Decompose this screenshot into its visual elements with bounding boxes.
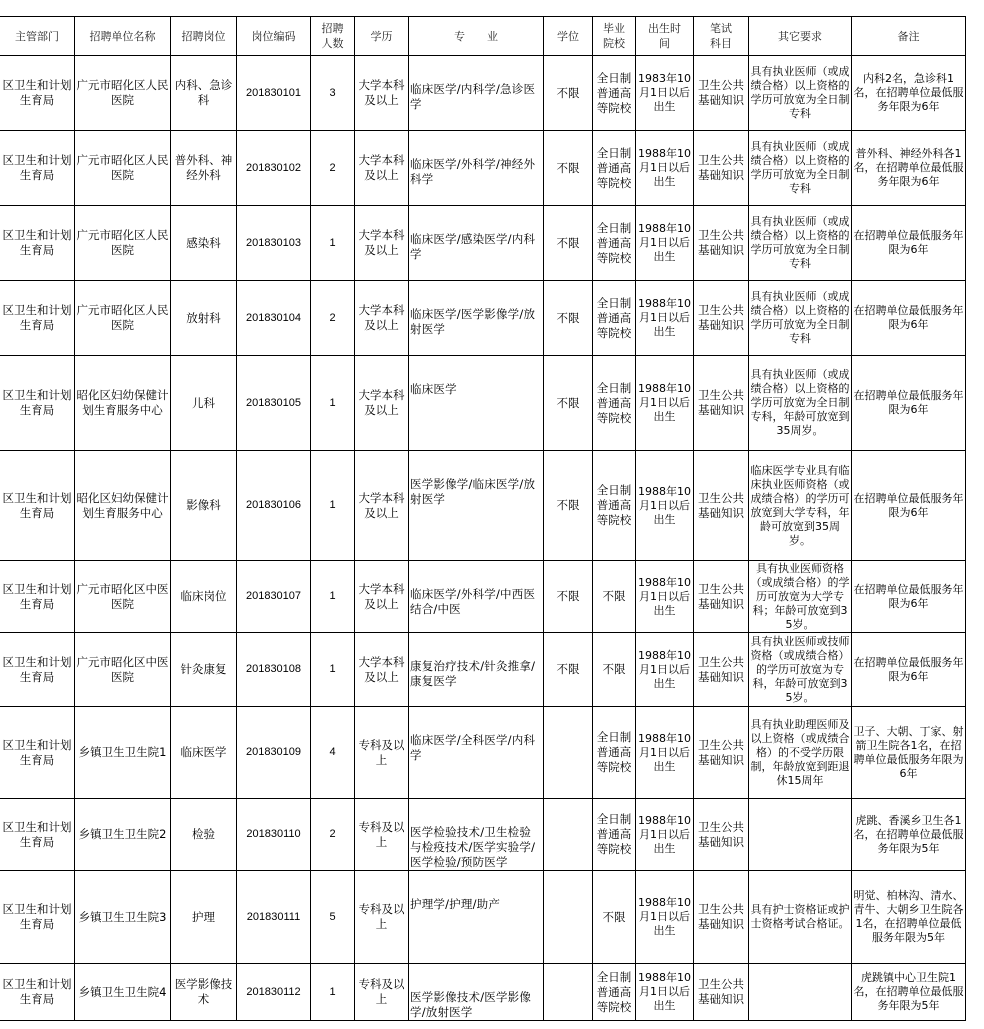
- cell-count: 1: [311, 561, 355, 633]
- cell-dept: 区卫生和计划生育局: [0, 356, 75, 451]
- cell-other: 具有执业医师（或成绩合格）以上资格的学历可放宽为全日制专科: [749, 131, 852, 206]
- cell-exam: 卫生公共基础知识: [694, 799, 749, 871]
- cell-school: 全日制普通高等院校: [593, 206, 636, 281]
- cell-code: 201830102: [237, 131, 311, 206]
- cell-school: 全日制普通高等院校: [593, 131, 636, 206]
- table-row: [0, 633, 966, 707]
- cell-major: 临床医学: [409, 356, 544, 451]
- cell-code: 201830101: [237, 56, 311, 131]
- cell-school: 全日制普通高等院校: [593, 281, 636, 356]
- cell-degree: [544, 799, 593, 871]
- table-row: [0, 206, 966, 281]
- cell-other: 具有执业医师（或成绩合格）以上资格的学历可放宽为全日制专科: [749, 206, 852, 281]
- cell-note: 虎跳镇中心卫生院1名，在招聘单位最低服务年限为5年: [852, 964, 966, 1021]
- cell-note: 在招聘单位最低服务年限为6年: [852, 281, 966, 356]
- cell-degree: 不限: [544, 561, 593, 633]
- cell-code: 201830108: [237, 633, 311, 707]
- cell-dept: 区卫生和计划生育局: [0, 451, 75, 561]
- cell-dept: 区卫生和计划生育局: [0, 56, 75, 131]
- cell-birth: 1988年10月1日以后出生: [636, 871, 694, 964]
- cell-code: 201830105: [237, 356, 311, 451]
- cell-code: 201830111: [237, 871, 311, 964]
- cell-degree: 不限: [544, 206, 593, 281]
- cell-exam: 卫生公共基础知识: [694, 206, 749, 281]
- cell-count: 2: [311, 281, 355, 356]
- cell-post: 医学影像技术: [171, 964, 237, 1021]
- header-major: 专 业: [409, 17, 544, 56]
- cell-edu: 大学本科及以上: [355, 356, 409, 451]
- cell-unit: 广元市昭化区中医医院: [75, 561, 171, 633]
- cell-code: 201830112: [237, 964, 311, 1021]
- cell-birth: 1983年10月1日以后出生: [636, 56, 694, 131]
- cell-birth: 1988年10月1日以后出生: [636, 561, 694, 633]
- header-note: 备注: [852, 17, 966, 56]
- recruitment-table: [0, 16, 966, 1021]
- cell-count: 5: [311, 871, 355, 964]
- cell-school: 全日制普通高等院校: [593, 799, 636, 871]
- cell-unit: 乡镇卫生卫生院2: [75, 799, 171, 871]
- cell-edu: 专科及以上: [355, 707, 409, 799]
- header-post: 招聘岗位: [171, 17, 237, 56]
- cell-post: 临床医学: [171, 707, 237, 799]
- cell-school: 不限: [593, 561, 636, 633]
- cell-edu: 大学本科及以上: [355, 206, 409, 281]
- cell-degree: [544, 707, 593, 799]
- cell-note: 在招聘单位最低服务年限为6年: [852, 356, 966, 451]
- header-school: 毕业院校: [593, 17, 636, 56]
- cell-note: 普外科、神经外科各1名，在招聘单位最低服务年限为6年: [852, 131, 966, 206]
- cell-unit: 广元市昭化区中医医院: [75, 633, 171, 707]
- table-row: [0, 131, 966, 206]
- cell-school: 全日制普通高等院校: [593, 707, 636, 799]
- cell-degree: 不限: [544, 633, 593, 707]
- cell-degree: [544, 964, 593, 1021]
- cell-degree: 不限: [544, 356, 593, 451]
- cell-dept: 区卫生和计划生育局: [0, 561, 75, 633]
- cell-dept: 区卫生和计划生育局: [0, 707, 75, 799]
- cell-edu: 专科及以上: [355, 799, 409, 871]
- cell-major: 临床医学/外科学/中西医结合/中医: [409, 561, 544, 633]
- table-row: [0, 356, 966, 451]
- cell-count: 1: [311, 356, 355, 451]
- cell-edu: 大学本科及以上: [355, 451, 409, 561]
- cell-note: 在招聘单位最低服务年限为6年: [852, 561, 966, 633]
- cell-birth: 1988年10月1日以后出生: [636, 206, 694, 281]
- cell-note: 在招聘单位最低服务年限为6年: [852, 451, 966, 561]
- cell-other: [749, 799, 852, 871]
- cell-dept: 区卫生和计划生育局: [0, 206, 75, 281]
- cell-exam: 卫生公共基础知识: [694, 131, 749, 206]
- cell-post: 内科、急诊科: [171, 56, 237, 131]
- cell-other: 具有护士资格证或护士资格考试合格证。: [749, 871, 852, 964]
- cell-count: 2: [311, 131, 355, 206]
- cell-major: 临床医学/内科学/急诊医学: [409, 56, 544, 131]
- cell-school: 全日制普通高等院校: [593, 356, 636, 451]
- cell-post: 放射科: [171, 281, 237, 356]
- cell-note: 明觉、柏林沟、清水、青牛、大朝乡卫生院各1名，在招聘单位最低服务年限为5年: [852, 871, 966, 964]
- cell-major: 临床医学/外科学/神经外科学: [409, 131, 544, 206]
- cell-degree: 不限: [544, 131, 593, 206]
- cell-dept: 区卫生和计划生育局: [0, 633, 75, 707]
- cell-code: 201830103: [237, 206, 311, 281]
- cell-dept: 区卫生和计划生育局: [0, 964, 75, 1021]
- header-unit: 招聘单位名称: [75, 17, 171, 56]
- cell-exam: 卫生公共基础知识: [694, 964, 749, 1021]
- cell-code: 201830106: [237, 451, 311, 561]
- cell-unit: 乡镇卫生卫生院1: [75, 707, 171, 799]
- cell-post: 影像科: [171, 451, 237, 561]
- cell-other: 具有执业助理医师及以上资格（或成绩合格）的不受学历限制，年龄放宽到距退休15周年: [749, 707, 852, 799]
- cell-exam: 卫生公共基础知识: [694, 871, 749, 964]
- header-edu: 学历: [355, 17, 409, 56]
- table-row: [0, 871, 966, 964]
- header-row: [0, 17, 966, 56]
- cell-degree: 不限: [544, 56, 593, 131]
- cell-other: 临床医学专业具有临床执业医师资格（或成绩合格）的学历可放宽到大学专科，年龄可放宽到35周岁。: [749, 451, 852, 561]
- table-row: [0, 707, 966, 799]
- cell-code: 201830110: [237, 799, 311, 871]
- cell-post: 普外科、神经外科: [171, 131, 237, 206]
- cell-degree: 不限: [544, 281, 593, 356]
- cell-count: 4: [311, 707, 355, 799]
- cell-birth: 1988年10月1日以后出生: [636, 799, 694, 871]
- cell-unit: 乡镇卫生卫生院3: [75, 871, 171, 964]
- cell-other: 具有执业医师资格（或成绩合格）的学历可放宽为大学专科；年龄可放宽到35岁。: [750, 561, 850, 631]
- cell-major: 临床医学/医学影像学/放射医学: [409, 281, 544, 356]
- cell-exam: 卫生公共基础知识: [694, 356, 749, 451]
- cell-major: 医学影像学/临床医学/放射医学: [409, 451, 544, 561]
- cell-birth: 1988年10月1日以后出生: [636, 964, 694, 1021]
- header-other: 其它要求: [749, 17, 852, 56]
- cell-count: 1: [311, 451, 355, 561]
- cell-birth: 1988年10月1日以后出生: [636, 633, 694, 707]
- cell-major: 医学影像技术/医学影像学/放射医学: [409, 964, 544, 1021]
- cell-other: 具有执业医师（或成绩合格）以上资格的学历可放宽为全日制专科: [749, 56, 852, 131]
- cell-other: 具有执业医师（或成绩合格）以上资格的学历可放宽为全日制专科，年龄可放宽到35周岁。: [749, 356, 852, 451]
- cell-birth: 1988年10月1日以后出生: [636, 281, 694, 356]
- cell-dept: 区卫生和计划生育局: [0, 281, 75, 356]
- cell-major: 临床医学/感染医学/内科学: [409, 206, 544, 281]
- cell-major: 康复治疗技术/针灸推拿/康复医学: [409, 633, 544, 707]
- cell-unit: 广元市昭化区人民医院: [75, 206, 171, 281]
- cell-post: 儿科: [171, 356, 237, 451]
- cell-code: 201830104: [237, 281, 311, 356]
- cell-edu: 大学本科及以上: [355, 633, 409, 707]
- cell-school: 不限: [593, 633, 636, 707]
- cell-count: 1: [311, 206, 355, 281]
- cell-school: 全日制普通高等院校: [593, 964, 636, 1021]
- cell-major: 护理学/护理/助产: [409, 871, 544, 964]
- cell-major: 医学检验技术/卫生检验与检疫技术/医学实验学/医学检验/预防医学: [409, 799, 544, 871]
- header-birth: 出生时间: [636, 17, 694, 56]
- table-row: [0, 561, 966, 633]
- cell-other: 具有执业医师（或成绩合格）以上资格的学历可放宽为全日制专科: [749, 281, 852, 356]
- cell-unit: 广元市昭化区人民医院: [75, 131, 171, 206]
- cell-post: 临床岗位: [171, 561, 237, 633]
- cell-note: 内科2名，急诊科1名，在招聘单位最低服务年限为6年: [852, 56, 966, 131]
- cell-note: 在招聘单位最低服务年限为6年: [852, 206, 966, 281]
- table-row: [0, 451, 966, 561]
- cell-edu: 专科及以上: [355, 964, 409, 1021]
- cell-school: 全日制普通高等院校: [593, 56, 636, 131]
- header-dept: 主管部门: [0, 17, 75, 56]
- cell-major: 临床医学/全科医学/内科学: [409, 707, 544, 799]
- cell-other: [749, 964, 852, 1021]
- cell-birth: 1988年10月1日以后出生: [636, 707, 694, 799]
- cell-dept: 区卫生和计划生育局: [0, 871, 75, 964]
- cell-birth: 1988年10月1日以后出生: [636, 451, 694, 561]
- cell-dept: 区卫生和计划生育局: [0, 131, 75, 206]
- table-row: [0, 281, 966, 356]
- cell-school: 不限: [593, 871, 636, 964]
- cell-post: 检验: [171, 799, 237, 871]
- cell-post: 感染科: [171, 206, 237, 281]
- cell-note: 卫子、大朝、丁家、射箭卫生院各1名，在招聘单位最低服务年限为6年: [852, 707, 966, 799]
- header-count: 招聘人数: [311, 17, 355, 56]
- cell-post: 针灸康复: [171, 633, 237, 707]
- cell-edu: 大学本科及以上: [355, 131, 409, 206]
- table-row: [0, 964, 966, 1021]
- cell-code: 201830107: [237, 561, 311, 633]
- header-code: 岗位编码: [237, 17, 311, 56]
- cell-unit: 昭化区妇幼保健计划生育服务中心: [75, 451, 171, 561]
- cell-count: 2: [311, 799, 355, 871]
- cell-other: 具有执业医师或技师资格（或成绩合格）的学历可放宽为专科，年龄可放宽到35岁。: [749, 633, 852, 707]
- cell-post: 护理: [171, 871, 237, 964]
- cell-note: 在招聘单位最低服务年限为6年: [852, 633, 966, 707]
- cell-count: 1: [311, 633, 355, 707]
- header-degree: 学位: [544, 17, 593, 56]
- cell-birth: 1988年10月1日以后出生: [636, 131, 694, 206]
- table-row: [0, 56, 966, 131]
- cell-exam: 卫生公共基础知识: [694, 451, 749, 561]
- cell-exam: 卫生公共基础知识: [694, 707, 749, 799]
- cell-code: 201830109: [237, 707, 311, 799]
- cell-exam: 卫生公共基础知识: [694, 633, 749, 707]
- cell-unit: 广元市昭化区人民医院: [75, 281, 171, 356]
- cell-edu: 大学本科及以上: [355, 281, 409, 356]
- cell-degree: [544, 871, 593, 964]
- cell-school: 全日制普通高等院校: [593, 451, 636, 561]
- table-row: [0, 799, 966, 871]
- cell-count: 1: [311, 964, 355, 1021]
- cell-note: 虎跳、香溪乡卫生各1名，在招聘单位最低服务年限为5年: [852, 799, 966, 871]
- cell-unit: 广元市昭化区人民医院: [75, 56, 171, 131]
- cell-unit: 昭化区妇幼保健计划生育服务中心: [75, 356, 171, 451]
- cell-degree: 不限: [544, 451, 593, 561]
- cell-edu: 大学本科及以上: [355, 561, 409, 633]
- cell-dept: 区卫生和计划生育局: [0, 799, 75, 871]
- cell-unit: 乡镇卫生卫生院4: [75, 964, 171, 1021]
- cell-exam: 卫生公共基础知识: [694, 561, 749, 633]
- cell-exam: 卫生公共基础知识: [694, 281, 749, 356]
- cell-edu: 专科及以上: [355, 871, 409, 964]
- cell-birth: 1988年10月1日以后出生: [636, 356, 694, 451]
- cell-edu: 大学本科及以上: [355, 56, 409, 131]
- cell-exam: 卫生公共基础知识: [694, 56, 749, 131]
- cell-count: 3: [311, 56, 355, 131]
- header-exam: 笔试科目: [694, 17, 749, 56]
